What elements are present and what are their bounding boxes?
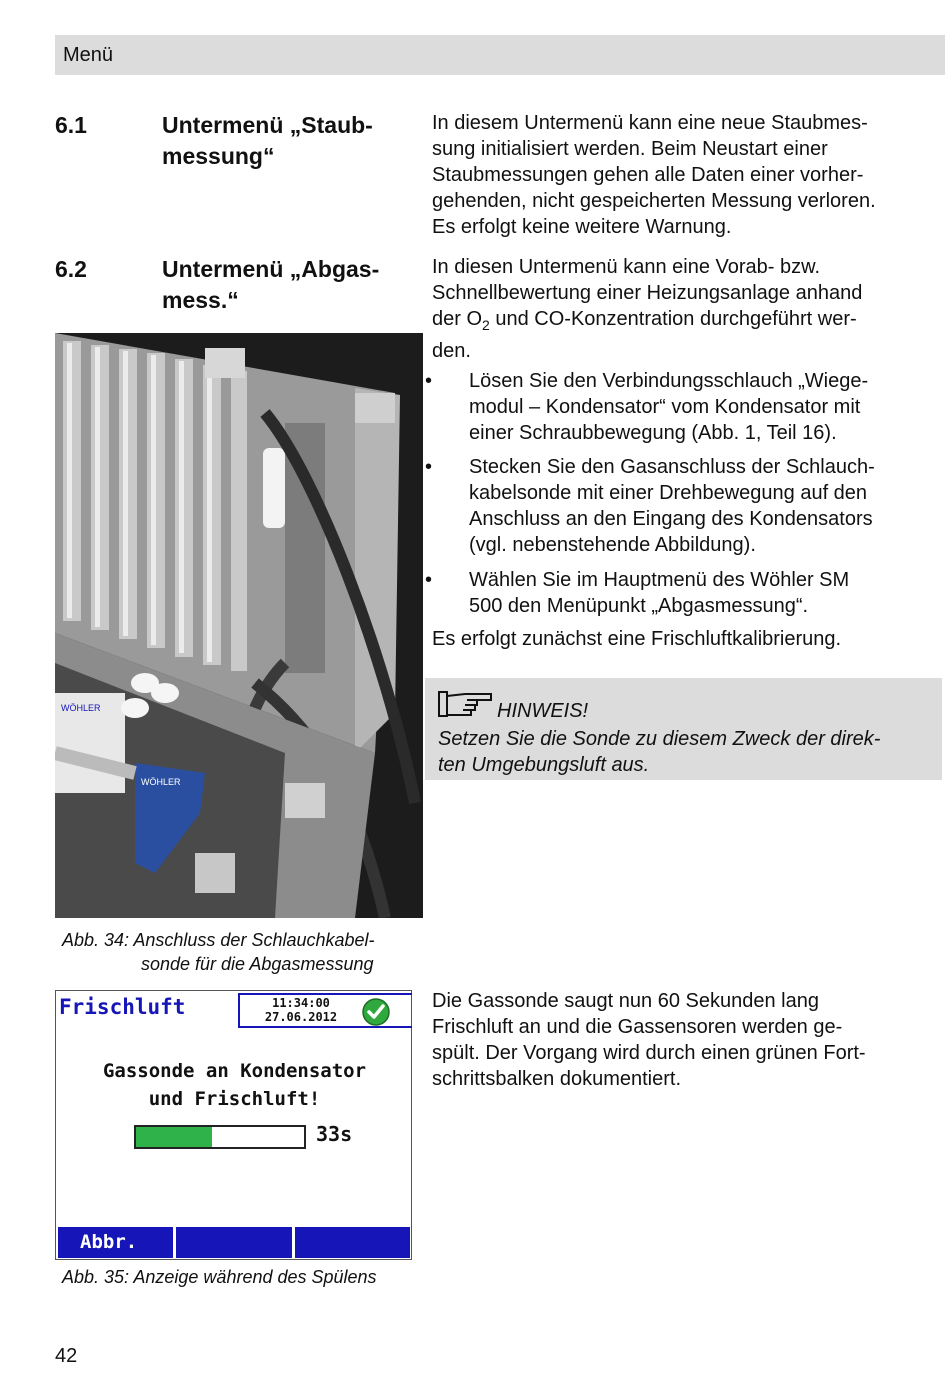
softkey-abort[interactable]: Abbr. [58, 1227, 173, 1258]
section-6-1-text [432, 110, 937, 240]
bullet-marker: • [425, 569, 433, 591]
text-line [432, 306, 937, 338]
text-line: gehenden, nicht gespeicherten Messung verloren. [432, 190, 876, 212]
pointing-hand-icon [437, 688, 495, 720]
text-line: Anschluss an den Eingang des Kondensators [469, 508, 873, 530]
header-title: Menü [63, 44, 114, 66]
purge-description [432, 988, 937, 1092]
section-title-line: messung“ [162, 143, 275, 169]
text-line: Es erfolgt keine weitere Warnung. [432, 216, 732, 238]
text-line: und Frischluft! [148, 1088, 321, 1110]
device-clock-panel [238, 993, 412, 1028]
bullet-item-1 [469, 368, 939, 446]
text-line: spült. Der Vorgang wird durch einen grünen Fort- [432, 1042, 866, 1064]
text-line: Frischluft an und die Gassensoren werden ge- [432, 1016, 843, 1038]
text-line: Staubmessungen gehen alle Daten einer vorher- [432, 164, 864, 186]
section-6-2-outro: Es erfolgt zunächst eine Frischluftkalibrierung. [432, 628, 842, 650]
page-number: 42 [55, 1345, 78, 1367]
remaining-seconds: 33s [316, 1122, 353, 1146]
purge-progress-bar [134, 1125, 306, 1149]
section-title-6-1 [162, 110, 412, 172]
device-date: 27.06.2012 [264, 1010, 338, 1024]
text-line: ten Umgebungsluft aus. [438, 754, 650, 776]
photo-measuring-case [55, 333, 423, 918]
note-title: HINWEIS! [497, 700, 589, 722]
bullet-item-3 [469, 567, 939, 619]
softkey-3[interactable] [295, 1227, 410, 1258]
progress-fill [136, 1127, 212, 1147]
device-message [56, 1057, 413, 1113]
bullet-marker: • [425, 370, 433, 392]
section-number-6-2: 6.2 [55, 256, 87, 282]
text-line: Schnellbewertung einer Heizungsanlage anhand [432, 282, 863, 304]
section-number-6-1: 6.1 [55, 112, 87, 138]
figure-34-caption-line2: sonde für die Abgasmessung [141, 954, 374, 974]
note-box [425, 678, 942, 780]
text-line: Wählen Sie im Hauptmenü des Wöhler SM [469, 569, 850, 591]
text-fragment: der O [432, 308, 483, 330]
text-fragment: und CO-Konzentration durchgeführt wer- [489, 308, 857, 330]
section-title-line: Untermenü „Staub- [162, 112, 373, 138]
device-datetime [246, 996, 356, 1024]
device-time: 11:34:00 [272, 996, 330, 1010]
probe-label-text: WÖHLER [141, 777, 181, 787]
text-line: (vgl. nebenstehende Abbildung). [469, 534, 756, 556]
text-line: Die Gassonde saugt nun 60 Sekunden lang [432, 990, 819, 1012]
text-line: In diesen Untermenü kann eine Vorab- bzw. [432, 256, 821, 278]
photo-illustration [55, 333, 423, 918]
text-line: Stecken Sie den Gasanschluss der Schlauch- [469, 456, 875, 478]
section-6-2-intro [432, 254, 937, 364]
subscript-2: 2 [482, 317, 490, 333]
section-title-line: mess.“ [162, 287, 239, 313]
text-line: In diesem Untermenü kann eine neue Staubmes- [432, 112, 868, 134]
section-title-6-2 [162, 254, 412, 316]
softkey-2[interactable] [176, 1227, 291, 1258]
bullet-marker: • [425, 456, 433, 478]
device-screen [55, 990, 412, 1260]
text-line: einer Schraubbewegung (Abb. 1, Teil 16). [469, 422, 837, 444]
text-line: sung initialisiert werden. Beim Neustart einer [432, 138, 828, 160]
section-title-line: Untermenü „Abgas- [162, 256, 380, 282]
text-line: kabelsonde mit einer Drehbewegung auf den [469, 482, 868, 504]
figure-34-caption-line1: Abb. 34: Anschluss der Schlauchkabel- [62, 930, 375, 950]
photo-label-text: WÖHLER [61, 703, 101, 713]
bullet-item-2 [469, 454, 939, 558]
device-title: Frischluft [59, 995, 186, 1019]
figure-35-caption: Abb. 35: Anzeige während des Spülens [62, 1267, 377, 1287]
check-circle-icon [361, 997, 391, 1027]
note-text [438, 726, 938, 778]
header-bar [55, 35, 945, 75]
text-line: modul – Kondensator“ vom Kondensator mit [469, 396, 861, 418]
softkey-bar [58, 1227, 410, 1258]
text-line: Setzen Sie die Sonde zu diesem Zweck der direk- [438, 728, 881, 750]
text-line: Lösen Sie den Verbindungsschlauch „Wiege- [469, 370, 869, 392]
text-line: schrittsbalken dokumentiert. [432, 1068, 682, 1090]
text-line: 500 den Menüpunkt „Abgasmessung“. [469, 595, 809, 617]
text-line: den. [432, 340, 471, 362]
text-line: Gassonde an Kondensator [102, 1060, 367, 1082]
